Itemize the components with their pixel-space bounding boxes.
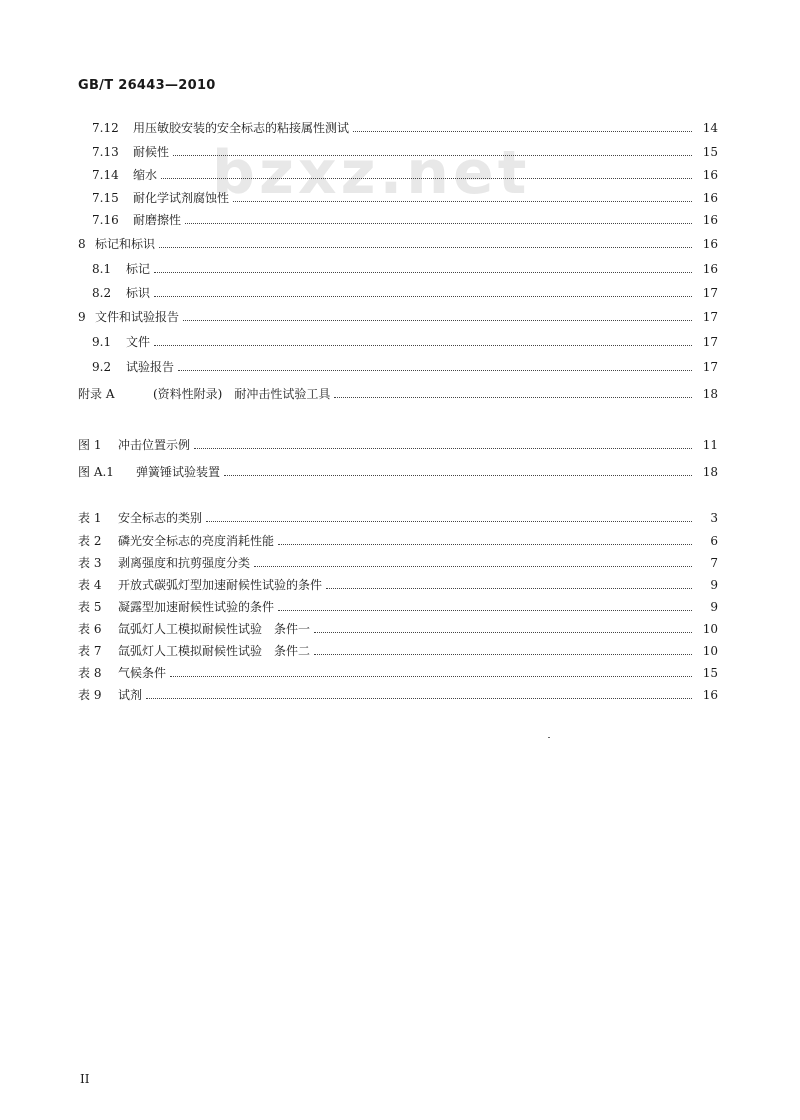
toc-entry[interactable] [78,307,718,325]
toc-entry[interactable] [78,553,718,571]
toc-entry-page: 16 [702,262,718,276]
toc-entry[interactable] [92,210,718,228]
scan-speck [548,737,550,738]
toc-entry[interactable] [78,384,718,402]
watermark: bzxz.net [212,138,531,208]
toc-entry-page: 3 [710,511,718,525]
toc-entry-number: 表 4 [78,578,102,592]
dot-leader [334,397,692,398]
toc-entry-page: 11 [702,438,718,452]
dot-leader [278,544,692,545]
toc-entry-page: 7 [710,556,718,570]
toc-entry[interactable] [78,619,718,637]
dot-leader [278,610,692,611]
toc-entry-page: 16 [702,191,718,205]
toc-entry-page: 17 [702,310,718,324]
toc-entry[interactable] [78,663,718,681]
dot-leader [314,654,692,655]
toc-entry-title: 磷光安全标志的亮度消耗性能 [118,534,275,548]
toc-entry-page: 17 [702,286,718,300]
toc-entry-title: 标记 [126,262,151,276]
toc-entry-number: 9.2 [92,360,112,374]
toc-entry[interactable] [78,462,718,480]
toc-entry-number: 表 6 [78,622,102,636]
dot-leader [161,178,692,179]
dot-leader [178,370,692,371]
dot-leader [154,296,692,297]
toc-entry-title: 弹簧锤试验装置 [136,465,221,479]
toc-entry[interactable] [92,357,718,375]
toc-entry-number: 表 7 [78,644,102,658]
toc-entry-number: 8.2 [92,286,112,300]
toc-entry-title: 文件 [126,335,151,349]
toc-entry-title: 耐磨擦性 [133,213,182,227]
toc-entry-title: 试剂 [118,688,143,702]
dot-leader [353,131,692,132]
toc-entry[interactable] [92,188,718,206]
toc-entry[interactable] [78,641,718,659]
toc-entry[interactable] [78,531,718,549]
toc-entry[interactable] [92,332,718,350]
toc-entry-title: 氙弧灯人工模拟耐候性试验 条件一 [118,622,311,636]
dot-leader [170,676,692,677]
toc-entry[interactable] [92,165,718,183]
dot-leader [233,201,692,202]
dot-leader [146,698,692,699]
dot-leader [314,632,692,633]
toc-entry[interactable] [92,283,718,301]
toc-entry-title: 耐化学试剂腐蚀性 [133,191,230,205]
toc-entry-title: 标识 [126,286,151,300]
page-number: II [80,1072,90,1086]
toc-entry-number: 表 3 [78,556,102,570]
toc-entry-number: 7.14 [92,168,119,182]
toc-entry-page: 18 [702,465,718,479]
toc-entry-title: 标记和标识 [95,237,156,251]
toc-entry-title: 文件和试验报告 [95,310,180,324]
toc-entry-number: 表 5 [78,600,102,614]
toc-entry-number: 表 1 [78,511,102,525]
toc-entry[interactable] [92,142,718,160]
toc-entry-number: 7.12 [92,121,119,135]
toc-entry-page: 17 [702,335,718,349]
toc-entry-title: 缩水 [133,168,158,182]
toc-entry-page: 16 [702,237,718,251]
toc-entry-page: 14 [702,121,718,135]
toc-entry-number: 表 2 [78,534,102,548]
dot-leader [254,566,692,567]
toc-entry-title: 凝露型加速耐候性试验的条件 [118,600,275,614]
toc-entry-page: 16 [702,688,718,702]
toc-entry-title: 冲击位置示例 [118,438,191,452]
toc-entry-number: 7.13 [92,145,119,159]
toc-entry-page: 18 [702,387,718,401]
toc-entry-number: 表 8 [78,666,102,680]
dot-leader [154,272,692,273]
dot-leader [173,155,692,156]
toc-entry-page: 15 [702,145,718,159]
toc-entry-number: 图 1 [78,438,102,452]
toc-entry-number: 表 9 [78,688,102,702]
toc-entry-title: 耐候性 [133,145,170,159]
toc-entry-page: 17 [702,360,718,374]
toc-entry-title: 试验报告 [126,360,175,374]
toc-entry-page: 9 [710,600,718,614]
toc-entry[interactable] [78,508,718,526]
toc-entry-title: 剥离强度和抗剪强度分类 [118,556,251,570]
toc-entry-title: 用压敏胶安装的安全标志的粘接属性测试 [133,121,350,135]
dot-leader [206,521,692,522]
toc-entry-page: 15 [702,666,718,680]
toc-entry-page: 10 [702,622,718,636]
toc-entry-page: 10 [702,644,718,658]
toc-entry-number: 图 A.1 [78,465,114,479]
dot-leader [183,320,692,321]
toc-entry[interactable] [78,435,718,453]
toc-entry-title: 氙弧灯人工模拟耐候性试验 条件二 [118,644,311,658]
dot-leader [326,588,692,589]
standard-code: GB/T 26443—2010 [78,78,216,93]
toc-entry-number: 9 [78,310,86,324]
toc-entry[interactable] [78,575,718,593]
toc-entry-title: (资料性附录) 耐冲击性试验工具 [153,387,331,401]
dot-leader [224,475,692,476]
toc-entry-page: 16 [702,213,718,227]
toc-entry-title: 气候条件 [118,666,167,680]
toc-entry-page: 16 [702,168,718,182]
toc-entry[interactable] [92,259,718,277]
toc-entry-title: 开放式碳弧灯型加速耐候性试验的条件 [118,578,323,592]
toc-entry-number: 附录 A [78,387,115,401]
dot-leader [185,223,692,224]
dot-leader [159,247,692,248]
toc-entry-number: 7.15 [92,191,119,205]
toc-entry-number: 9.1 [92,335,112,349]
toc-entry[interactable] [78,597,718,615]
toc-entry-number: 8 [78,237,86,251]
toc-entry-page: 6 [710,534,718,548]
toc-entry[interactable] [78,685,718,703]
toc-entry-title: 安全标志的类别 [118,511,203,525]
toc-entry-number: 7.16 [92,213,119,227]
toc-entry[interactable] [78,234,718,252]
dot-leader [154,345,692,346]
dot-leader [194,448,692,449]
toc-entry[interactable] [92,118,718,136]
toc-entry-number: 8.1 [92,262,112,276]
toc-entry-page: 9 [710,578,718,592]
